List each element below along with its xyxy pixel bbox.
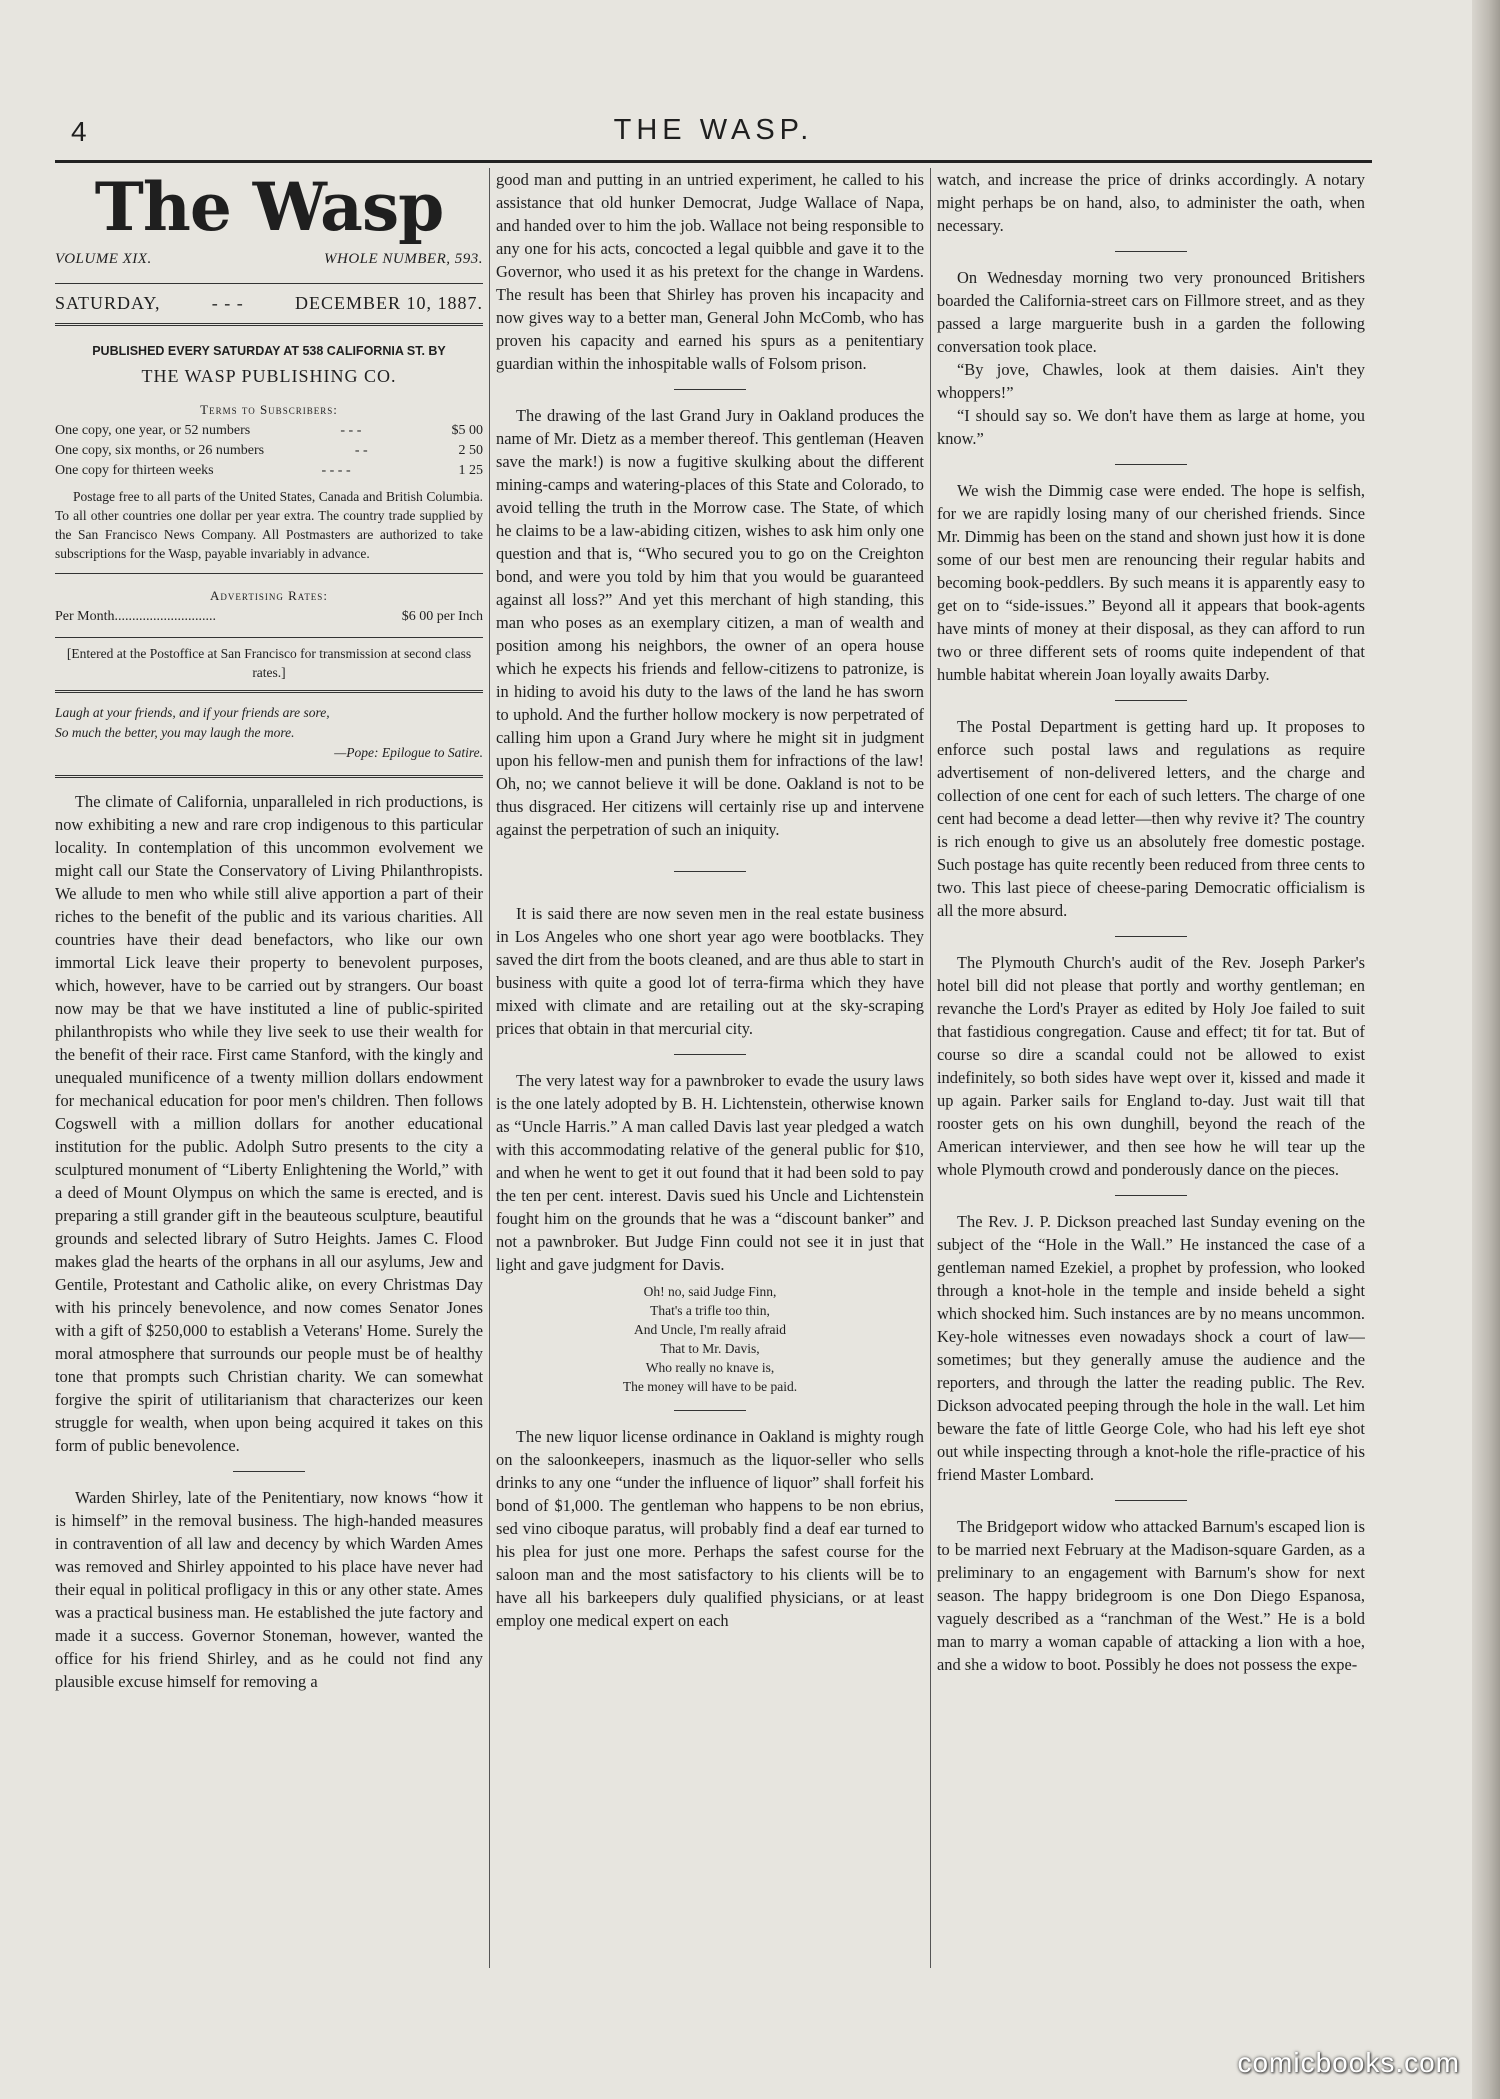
- terms-price: 1 25: [458, 463, 483, 478]
- advertising-price: $6 00 per Inch: [401, 609, 483, 624]
- terms-dots: - -: [354, 443, 368, 458]
- poem-line: That to Mr. Davis,: [660, 1341, 760, 1356]
- article-paragraph: The drawing of the last Grand Jury in Oakland produces the name of Mr. Dietz as a member thereof. This gentleman (Heaven save the mark!) is now a fugitive skulking about the different mining-camps and watering-places of this State and Colorado, to avoid telling the truth in the Morrow case. The State, of which he claims to be a law-abiding citizen, wishes to ask him only one question and that is, “Who secured you to go on the Creighton bond, and were you told by him that you would be guaranteed against all loss?” And yet this merchant of high standing, this man who poses as an exemplary citizen, a man of wealth and position among his neighbors, the owner of an opera house which he expects his friends and fellow-citizens to patronize, is in hiding to avoid his duty to the laws of the land he has sworn to uphold. And the further hollow mockery is now perpetrated of calling him upon a Grand Jury where he might sit in judgment upon his fellow-men and punish them for infractions of the law! Oh, no; we cannot believe it will be done. Oakland is not to be thus disgraced. Her citizens will certainly rise up and intervene against the perpetration of such an iniquity.: [496, 406, 924, 839]
- motto-attribution: —Pope: Epilogue to Satire.: [334, 745, 483, 760]
- issue-date: DECEMBER 10, 1887.: [294, 293, 483, 313]
- article-paragraph: watch, and increase the price of drinks accordingly. A notary might perhaps be on hand, also, to administer the oath, when necessary.: [937, 170, 1365, 235]
- publisher-name: THE WASP PUBLISHING CO.: [141, 366, 397, 386]
- entered-note: [Entered at the Postoffice at San Francisco for transmission at second class rates.]: [66, 646, 472, 680]
- article-separator: [233, 1471, 305, 1472]
- divider: [55, 637, 483, 638]
- poem-line: The money will have to be paid.: [622, 1379, 798, 1394]
- binding-edge: [1472, 0, 1500, 2099]
- article-paragraph: The Plymouth Church's audit of the Rev. Joseph Parker's hotel bill did not please that portly and worthy gentleman; en revanche the Lord's Prayer as edited by Holy Joe failed to suit that fastidious congregation. Cause and effect; tit for tat. But of course so dire a scandal could not be allowed to exist indefinitely, so both sides have wept over it, kissed and made it up again. Parker sails for England to-day. Just wait till that rooster gets on his own dunghill, beyond the reach of the American interviewer, and then see how he will tear up the whole Plymouth crowd and ponderously dance on the pieces.: [937, 953, 1365, 1179]
- article-paragraph: Warden Shirley, late of the Penitentiary, now knows “how it is himself” in the removal business. The high-handed measures in contravention of all law and decency by which Warden Ames was removed and Shirley appointed to his place have never had their equal in political profligacy in this or any other state. Ames was a practical business man. He established the jute factory and made it a success. Governor Stoneman, however, wanted the office for his friend Shirley, and as he could not find any plausible excuse himself for removing a: [55, 1488, 483, 1691]
- page-number: 4: [71, 116, 87, 147]
- article-separator: [674, 389, 746, 390]
- article-paragraph: It is said there are now seven men in the real estate business in Los Angeles who one short year ago were bootblacks. They saved the dirt from the boots cleaned, and are thus able to start in business with quite a good lot of terra-firma which they have mixed with climate and are retailing out at the sky-scraping prices that obtain in that mercurial city.: [496, 904, 924, 1038]
- article-paragraph: “By jove, Chawles, look at them daisies. Ain't they whoppers!”: [937, 360, 1365, 402]
- article-paragraph: The Postal Department is getting hard up. It proposes to enforce such postal laws and regulations as require advertisement of non-delivered letters, and the charge and collection of one cent for each of such letters. The charge of one cent had become a dead letter—then why revive it? The country is rich enough to give us an absolutely free domestic postage. Such postage has quite recently been reduced from three cents to two. This last piece of cheese-paring Democratic officialism is all the more absurd.: [937, 717, 1365, 920]
- terms-price: $5 00: [451, 423, 483, 438]
- terms-label: One copy, six months, or 26 numbers: [55, 443, 265, 458]
- running-head: [55, 108, 1372, 158]
- terms-dots: - - - -: [321, 463, 351, 478]
- article-separator: [1115, 1500, 1187, 1501]
- volume-row: [55, 248, 483, 271]
- masthead-rule: [55, 323, 483, 326]
- terms-label: One copy for thirteen weeks: [55, 463, 214, 478]
- article-separator: [1115, 251, 1187, 252]
- article-separator: [1115, 1195, 1187, 1196]
- advertising-label: Per Month.............................: [55, 609, 216, 624]
- poem: [496, 1282, 924, 1396]
- article-paragraph: The Rev. J. P. Dickson preached last Sunday evening on the subject of the “Hole in the Wall.” He instanced the case of a gentleman named Ezekiel, a prophet by profession, who looked through a knot-hole in the temple and inside beheld a sight which shocked him. Such instances are by no means uncommon. Key-hole witnesses even nowadays shock a court of law—sometimes; but they generally amuse the audience and the reporters, and through the latter the reading public. The Rev. Dickson advocated peeping through the hole in the wall. Let him beware the fate of little George Cole, who had his left eye shot out while inspecting through a knot-hole the rifle-practice of his friend Master Lombard.: [937, 1212, 1365, 1484]
- motto: [55, 703, 483, 763]
- article-paragraph: “I should say so. We don't have them as large at home, you know.”: [937, 406, 1365, 448]
- poem-line: And Uncle, I'm really afraid: [634, 1322, 786, 1337]
- column-1: [55, 168, 483, 1968]
- poem-line: Who really no knave is,: [645, 1360, 775, 1375]
- journal-name: THE WASP.: [613, 114, 814, 146]
- masthead-logo: The Wasp: [94, 168, 444, 246]
- terms-price: 2 50: [458, 443, 483, 458]
- volume-number: VOLUME XIX.: [55, 251, 152, 267]
- article-paragraph: The climate of California, unparalleled in rich productions, is now exhibiting a new and rare crop indigenous to this particular locality. In contemplation of this uncommon evolvement we might call our State the Conservatory of Living Philanthropists. We allude to men who while still alive apportion a part of their riches to the benefit of the public and its various charities. All countries have their dead benefactors, who like our own immortal Lick leave their property to benevolent purposes, which, however, have to be carried out by strangers. Our boast now may be that we have instituted a line of public-spirited philanthropists who while they live seek to use their wealth for the benefit of their race. First came Stanford, with the kingly and unequaled munificence of a twenty million dollars endowment for mechanical education for poor men's children. Then follows Cogswell with a million dollars for another educational institution for the public. Adolph Sutro presents to the city a sculptured monument of “Liberty Enlightening the World,” with a deed of Mount Olympus on which the same is erected, and is preparing a still grander gift in the beauteous sculpture, beautiful grounds and selected library of Sutro Heights. James C. Flood makes glad the hearts of the orphans in all our asylums, Jew and Gentile, Protestant and Catholic alike, on every Christmas Day with his princely benevolence, and now comes Senator Jones with a gift of $250,000 to establish a Veterans' Home. Surely the moral atmosphere that surrounds our people must be of healthy tone that prompts such Christian charity. We can somewhat forgive the spirit of utilitarianism that characterizes our keen struggle for wealth, when upon being acquired it takes on this form of public benevolence.: [55, 792, 483, 1455]
- article-separator: [1115, 936, 1187, 937]
- column-3: [937, 168, 1365, 1968]
- head-rule: [55, 160, 1372, 163]
- issue-day: SATURDAY,: [55, 293, 161, 313]
- terms-label: One copy, one year, or 52 numbers: [55, 423, 251, 438]
- article-separator: [1115, 464, 1187, 465]
- article-separator: [674, 1054, 746, 1055]
- article-paragraph: The very latest way for a pawnbroker to evade the usury laws is the one lately adopted by B. H. Lichtenstein, otherwise known as “Uncle Harris.” A man called Davis last year pledged a watch with this accommodating relative of the general public for $10, and when he went to get it out found that it had been sold to pay the ten per cent. interest. Davis sued his Uncle and Lichtenstein fought him on the grounds that he was a “discount banker” and not a pawnbroker. But Judge Finn could not see it in just that light and gave judgment for Davis.: [496, 1071, 924, 1274]
- terms-dots: - - -: [340, 423, 362, 438]
- whole-number: WHOLE NUMBER, 593.: [324, 251, 483, 267]
- divider: [55, 573, 483, 574]
- column-rule: [489, 168, 490, 1968]
- postage-note: Postage free to all parts of the United States, Canada and British Columbia. To all other countries one dollar per year extra. The country trade supplied by the San Francisco News Company. All Postmasters are authorized to take subscriptions for the Wasp, payable invariably in advance.: [55, 489, 483, 561]
- issue-date-row: [55, 283, 483, 315]
- published-line: PUBLISHED EVERY SATURDAY AT 538 CALIFORNIA ST. BY: [92, 344, 446, 358]
- article-separator: [674, 871, 746, 872]
- terms-heading: Terms to Subscribers:: [200, 402, 338, 417]
- poem-line: Oh! no, said Judge Finn,: [643, 1284, 777, 1299]
- column-rule: [930, 168, 931, 1968]
- divider: [55, 775, 483, 778]
- divider: [55, 690, 483, 693]
- terms-row: [55, 421, 483, 441]
- poem-line: That's a trifle too thin,: [650, 1303, 770, 1318]
- watermark: comicbooks.com: [1237, 2047, 1460, 2078]
- article-separator: [674, 1410, 746, 1411]
- motto-line: Laugh at your friends, and if your friends are sore,: [55, 705, 330, 720]
- article-separator: [1115, 700, 1187, 701]
- article-paragraph: We wish the Dimmig case were ended. The hope is selfish, for we are rapidly losing many of our cherished friends. Since Mr. Dimmig has been on the stand and shown just how it is done some of our best men are renouncing their regular habits and becoming book-peddlers. By such means it is apparently easy to get on to “side-issues.” Beyond all it appears that book-agents have mints of money at their disposal, as they can afford to run two or three different sets of rooms quite independent of that humble habitat wherein Joan loyally awaits Darby.: [937, 481, 1365, 684]
- advertising-heading: Advertising Rates:: [210, 588, 328, 603]
- terms-row: [55, 441, 483, 461]
- issue-dashes: - - -: [211, 293, 244, 313]
- motto-line: So much the better, you may laugh the more.: [55, 725, 295, 740]
- article-paragraph: The Bridgeport widow who attacked Barnum's escaped lion is to be married next February at the Madison-square Garden, as a preliminary to an engagement with Barnum's show for next season. The happy bridegroom is one Don Diego Espanosa, vaguely described as a “ranchman of the West.” He is a bold man to marry a woman capable of attacking a lion with a hoe, and she a widow to boot. Possibly he does not possess the expe-: [937, 1517, 1365, 1674]
- column-2: [496, 168, 924, 1968]
- advertising-row: [55, 607, 483, 627]
- article-paragraph: On Wednesday morning two very pronounced Britishers boarded the California-street cars on Fillmore street, and as they passed a large marguerite bush in a garden the following conversation took place.: [937, 268, 1365, 356]
- article-paragraph: good man and putting in an untried experiment, he called to his assistance that old hunker Democrat, Judge Wallace of Napa, and handed over to him the job. Wallace not being responsible to any one for his acts, concocted a legal quibble and gave it to the Governor, who used it as his pretext for the change in Wardens. The result has been that Shirley has proven his incapacity and now gives way to a better man, General John McComb, who has proven his capacity and earned his spurs as a penitentiary guardian within the inhospitable walls of Folsom prison.: [496, 170, 924, 373]
- article-paragraph: The new liquor license ordinance in Oakland is mighty rough on the saloonkeepers, inasmuch as the liquor-seller who sells drinks to any one “under the influence of liquor” shall forfeit his bond of $1,000. The gentleman who happens to be non ebrius, sed vino ciboque paratus, will probably find a deaf ear turned to his plea for just one more. Perhaps the safest course for the saloon man and the most satisfactory to his clients will be to have all his barkeepers duly qualified physicians, or at least employ one medical expert on each: [496, 1427, 924, 1630]
- terms-list: [55, 421, 483, 481]
- terms-row: [55, 461, 483, 481]
